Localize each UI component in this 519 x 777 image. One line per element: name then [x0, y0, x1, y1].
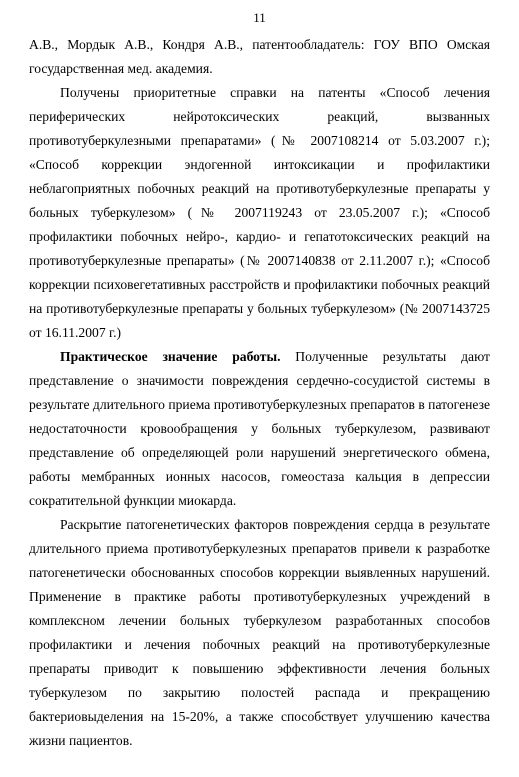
paragraph-patent-holder: А.В., Мордык А.В., Кондря А.В., патентообладатель: ГОУ ВПО Омская государственная мед. академия.	[29, 37, 490, 76]
section-heading-practical-significance: Практическое значение работы.	[60, 349, 281, 364]
paragraph-practical-significance-text: Полученные результаты дают представление о значимости повреждения сердечно-сосудистой системы в результате длительного приема противотуберкулезных препаратов в патогенезе недостаточности кровообращения у больных туберкулезом, развивают представление об определяющей роли нарушений энергетического обмена, работы мембранных ионных насосов, гомеостаза кальция в депрессии сократительной функции миокарда.	[29, 349, 490, 508]
page-number: 11	[253, 10, 266, 25]
paragraph-pathogenetic-factors: Раскрытие патогенетических факторов повреждения сердца в результате длительного приема противотуберкулезных препаратов привели к разработке патогенетически обоснованных способов коррекции выявленных нарушений. Применение в практике работы противотуберкулезных учреждений в комплексном лечении больных туберкулезом разработанных способов профилактики и лечения побочных реакций на противотуберкулезные препараты приводит к повышению эффективности лечения больных туберкулезом по закрытию полостей распада и прекращению бактериовыделения на 15-20%, а также способствует улучшению качества жизни пациентов.	[29, 517, 490, 748]
paragraph-practical-significance	[29, 345, 490, 513]
paragraph-priority-certificates: Получены приоритетные справки на патенты «Способ лечения периферических нейротоксических реакций, вызванных противотуберкулезными препаратами» (№ 2007108214 от 5.03.2007 г.); «Способ коррекции эндогенной интоксикации и профилактики неблагоприятных побочных реакций на противотуберкулезные препараты у больных туберкулезом» (№ 2007119243 от 23.05.2007 г.); «Способ профилактики побочных нейро-, кардио- и гепатотоксических реакций на противотуберкулезные препараты» (№ 2007140838 от 2.11.2007 г.); «Способ коррекции психовегетативных расстройств и профилактики побочных реакций на противотуберкулезные препараты у больных туберкулезом» (№ 2007143725 от 16.11.2007 г.)	[29, 85, 490, 340]
document-body	[29, 33, 490, 753]
